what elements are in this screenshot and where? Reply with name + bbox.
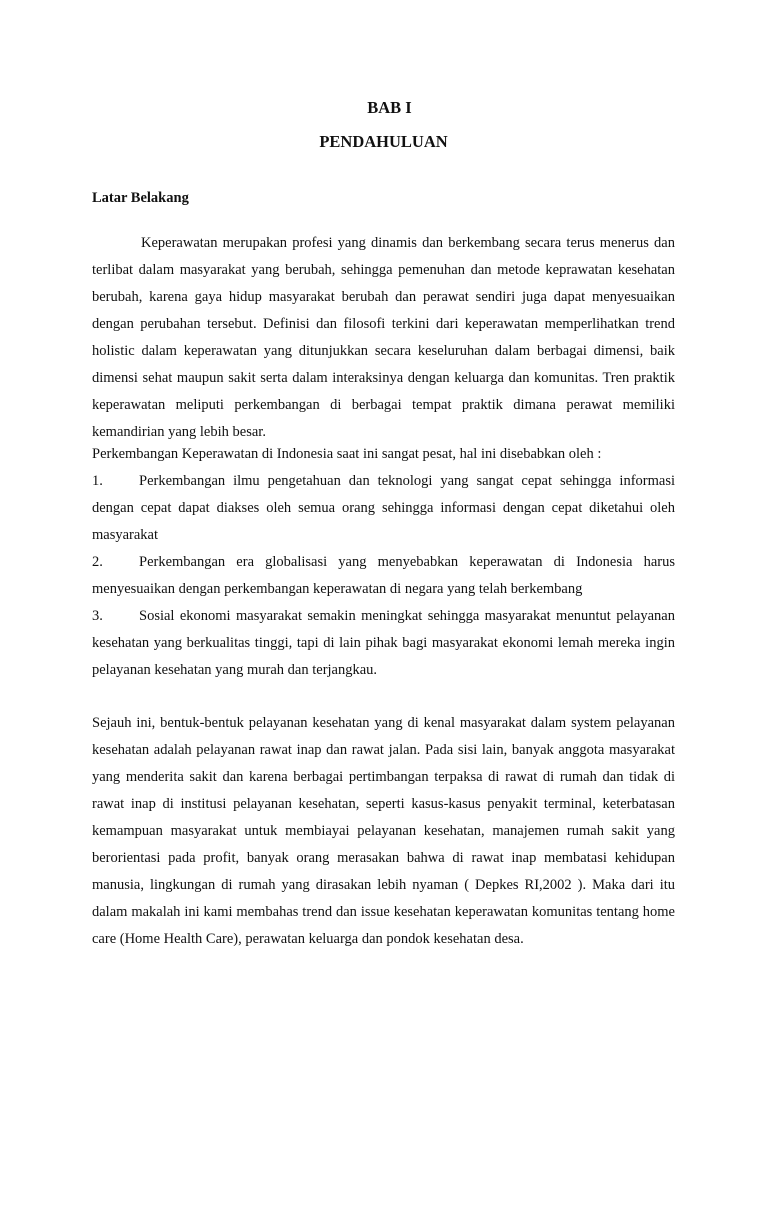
section-heading: Latar Belakang [92,190,189,206]
list-item-text: Perkembangan ilmu pengetahuan dan teknologi yang sangat cepat sehingga informasi dengan cepat dapat diakses oleh semua orang sehingga informasi dengan cepat diketahui oleh masyarakat [92,473,675,543]
paragraph-intro: Keperawatan merupakan profesi yang dinamis dan berkembang secara terus menerus dan terlibat dalam masyarakat yang berubah, sehingga pemenuhan dan metode keprawatan kesehatan berubah, karena gaya hidup masyarakat berubah dan perawat sendiri juga dapat menyesuaikan dengan perubahan tersebut. Definisi dan filosofi terkini dari keperawatan memperlihatkan trend holistic dalam keperawatan yang ditunjukkan secara keseluruhan dalam berbagai dimensi, baik dimensi sehat maupun sakit serta dalam interaksinya dengan keluarga dan komunitas. Tren praktik keperawatan meliputi perkembangan di berbagai tempat praktik dimana perawat memiliki kemandirian yang lebih besar. [92,235,675,440]
paragraph-list-lead: Perkembangan Keperawatan di Indonesia saat ini sangat pesat, hal ini disebabkan oleh : [92,446,602,462]
list-item-number: 3. [92,608,103,624]
chapter-title: PENDAHULUAN [319,132,448,151]
list-item-text: Perkembangan era globalisasi yang menyebabkan keperawatan di Indonesia harus menyesuaikan dengan perkembangan keperawatan di negara yang telah berkembang [92,554,675,597]
list-item [92,549,675,603]
document-page [92,96,675,953]
chapter-number: BAB I [367,98,412,117]
paragraph-closing: Sejauh ini, bentuk-bentuk pelayanan kesehatan yang di kenal masyarakat dalam system pelayanan kesehatan adalah pelayanan rawat inap dan rawat jalan. Pada sisi lain, banyak anggota masyarakat yang menderita sakit dan karena berbagai pertimbangan terpaksa di rawat di rumah dan tidak di rawat inap di institusi pelayanan kesehatan, seperti kasus-kasus penyakit terminal, keterbatasan kemampuan masyarakat untuk membiayai pelayanan kesehatan, manajemen rumah sakit yang berorientasi pada profit, banyak orang merasakan bahwa di rawat inap membatasi kehidupan manusia, lingkungan di rumah yang dirasakan lebih nyaman ( Depkes RI,2002 ). Maka dari itu dalam makalah ini kami membahas trend dan issue kesehatan keperawatan komunitas tentang home care (Home Health Care), perawatan keluarga dan pondok kesehatan desa. [92,715,675,947]
list-item [92,468,675,549]
list-item-text: Sosial ekonomi masyarakat semakin meningkat sehingga masyarakat menuntut pelayanan kesehatan yang berkualitas tinggi, tapi di lain pihak bagi masyarakat ekonomi lemah mereka ingin pelayanan kesehatan yang murah dan terjangkau. [92,608,675,678]
list-item [92,603,675,684]
list-item-number: 2. [92,554,103,570]
list-item-number: 1. [92,473,103,489]
numbered-list [92,468,675,684]
